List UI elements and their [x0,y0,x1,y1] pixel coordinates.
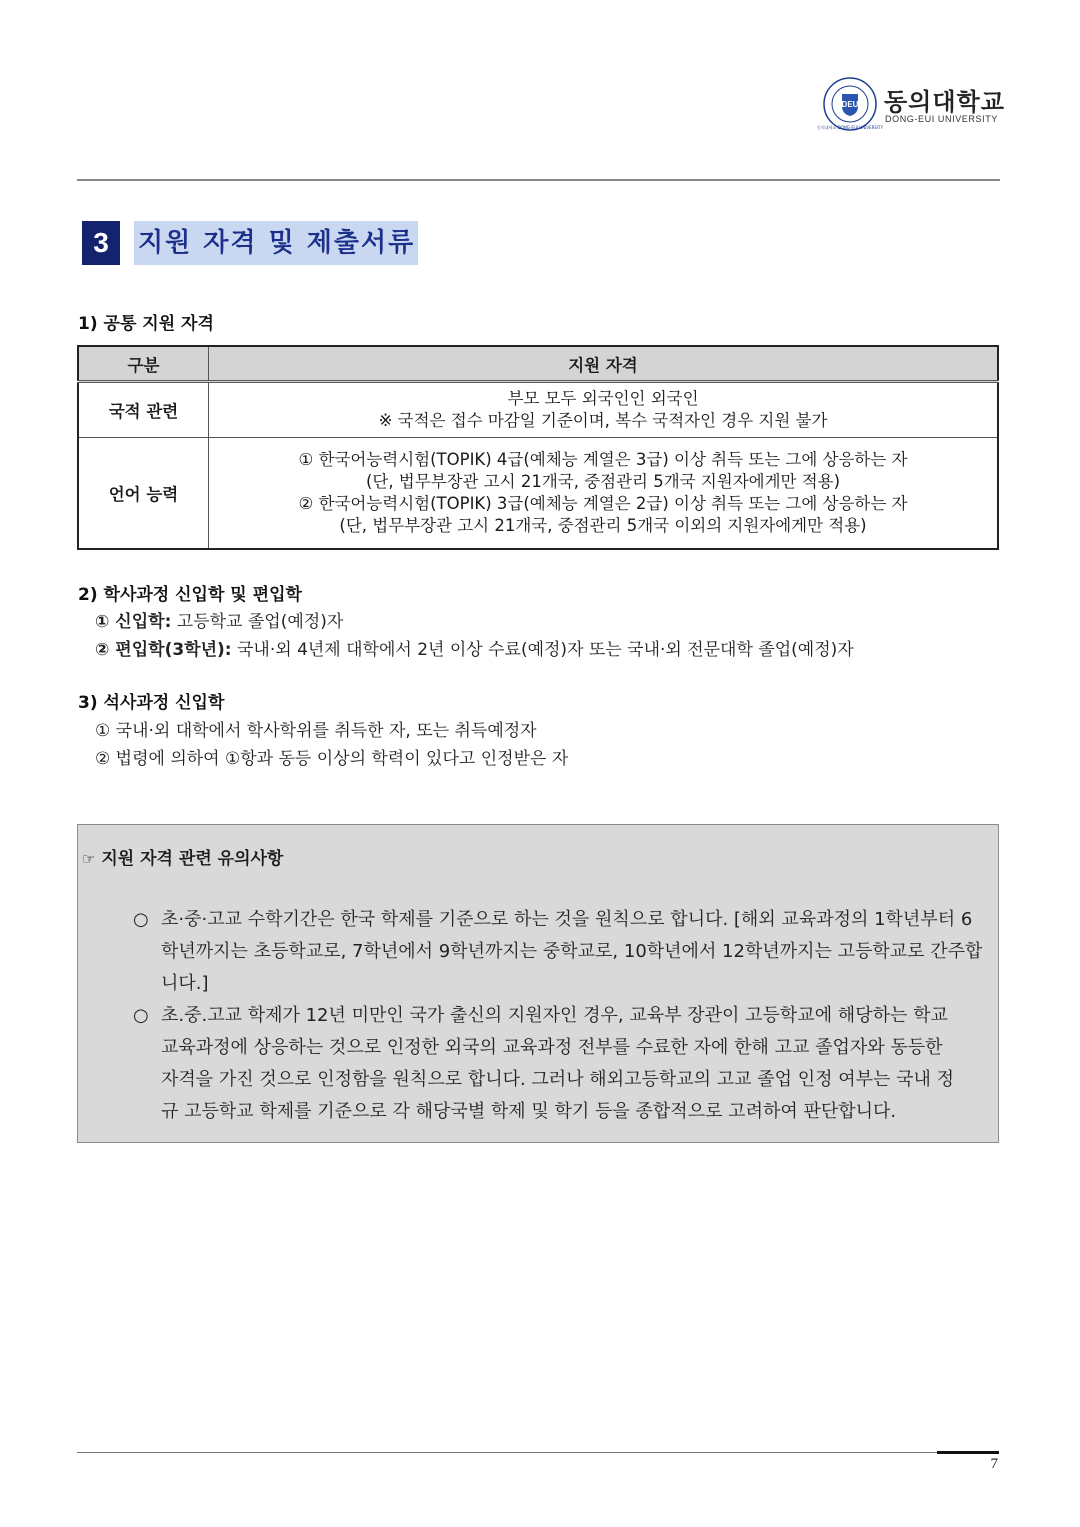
seal-mark: DEU [841,100,859,109]
notice-line: 초.중.고교 학제가 12년 미만인 국가 출신의 지원자인 경우, 교육부 장관이 고등학교에 해당하는 학교 [161,1005,948,1026]
common-heading: 1) 공통 지원 자격 [78,314,214,334]
master-heading: 3) 석사과정 신입학 [78,693,225,713]
notice-bullet-icon: ○ [133,909,149,930]
notice-line: 초·중·고교 수학기간은 한국 학제를 기준으로 하는 것을 원칙으로 합니다. [해외 교육과정의 1학년부터 6 [161,909,973,930]
value-line: ② 한국어능력시험(TOPIK) 3급(예체능 계열은 2급) 이상 취득 또는 그에 상응하는 자 [298,494,908,513]
university-name: 동의대학교 [884,88,1005,116]
header-divider [77,179,1000,181]
notice-title-text: 지원 자격 관련 유의사항 [101,849,284,869]
university-logo [816,76,1005,136]
item-text: 국내·외 4년제 대학에서 2년 이상 수료(예정)자 또는 국내·외 전문대학 졸업(예정)자 [231,640,854,660]
undergrad-heading: 2) 학사과정 신입학 및 편입학 [78,585,302,605]
row-category: 언어 능력 [78,438,209,550]
value-line: (단, 법무부장관 고시 21개국, 중점관리 5개국 지원자에게만 적용) [365,472,841,491]
list-item [95,607,343,632]
row-value [209,438,999,550]
notice-line: 규 고등학교 학제를 기준으로 각 해당국별 학제 및 학기 등을 종합적으로 고려하여 판단합니다. [161,1101,897,1122]
item-text: 고등학교 졸업(예정)자 [171,612,344,632]
notice-item [161,1000,954,1128]
list-item: ① 국내·외 대학에서 학사학위를 취득한 자, 또는 취득예정자 [95,721,537,741]
row-value [209,382,999,438]
notice-line: 학년까지는 초등학교로, 7학년에서 9학년까지는 중학교로, 10학년에서 12학년까지는 고등학교로 간주합 [161,941,983,962]
footer-page-marker [937,1451,999,1454]
notice-title [82,844,283,869]
notice-bullet-icon: ○ [133,1005,149,1026]
value-line: ① 한국어능력시험(TOPIK) 4급(예체능 계열은 3급) 이상 취득 또는 그에 상응하는 자 [298,450,908,469]
list-item [95,635,854,660]
table-row [78,438,998,550]
list-item: ② 법령에 의하여 ①항과 동등 이상의 학력이 있다고 인정받은 자 [95,749,569,769]
notice-line: 자격을 가진 것으로 인정함을 원칙으로 합니다. 그러나 해외고등학교의 고교 졸업 인정 여부는 국내 정 [161,1069,955,1090]
university-seal-icon [816,76,884,132]
value-line: 부모 모두 외국인인 외국인 [507,389,699,408]
page-number: 7 [990,1456,998,1472]
footer-divider [77,1452,999,1453]
table-header-row [78,346,998,382]
notice-line: 교육과정에 상응하는 것으로 인정한 외국의 교육과정 전부를 수료한 자에 한해 고교 졸업자와 동등한 [161,1037,943,1058]
section-number: 3 [82,221,120,265]
requirements-table [77,345,999,550]
seal-text: 동의대학교 DONG-EUI UNIVERSITY [816,125,884,130]
row-category: 국적 관련 [78,382,209,438]
section-title: 지원 자격 및 제출서류 [134,221,418,265]
item-label: ① 신입학: [95,612,172,632]
table-row [78,382,998,438]
item-label: ② 편입학(3학년): [95,640,232,660]
column-header-category: 구분 [78,346,209,382]
university-name-en: DONG-EUI UNIVERSITY [885,114,998,124]
notice-line: 니다.] [161,973,209,994]
notice-item [161,904,982,1000]
pointing-hand-icon: ☞ [82,850,96,868]
value-line: ※ 국적은 접수 마감일 기준이며, 복수 국적자인 경우 지원 불가 [378,411,828,430]
column-header-qualification: 지원 자격 [209,346,999,382]
value-line: (단, 법무부장관 고시 21개국, 중점관리 5개국 이외의 지원자에게만 적용) [339,516,867,535]
